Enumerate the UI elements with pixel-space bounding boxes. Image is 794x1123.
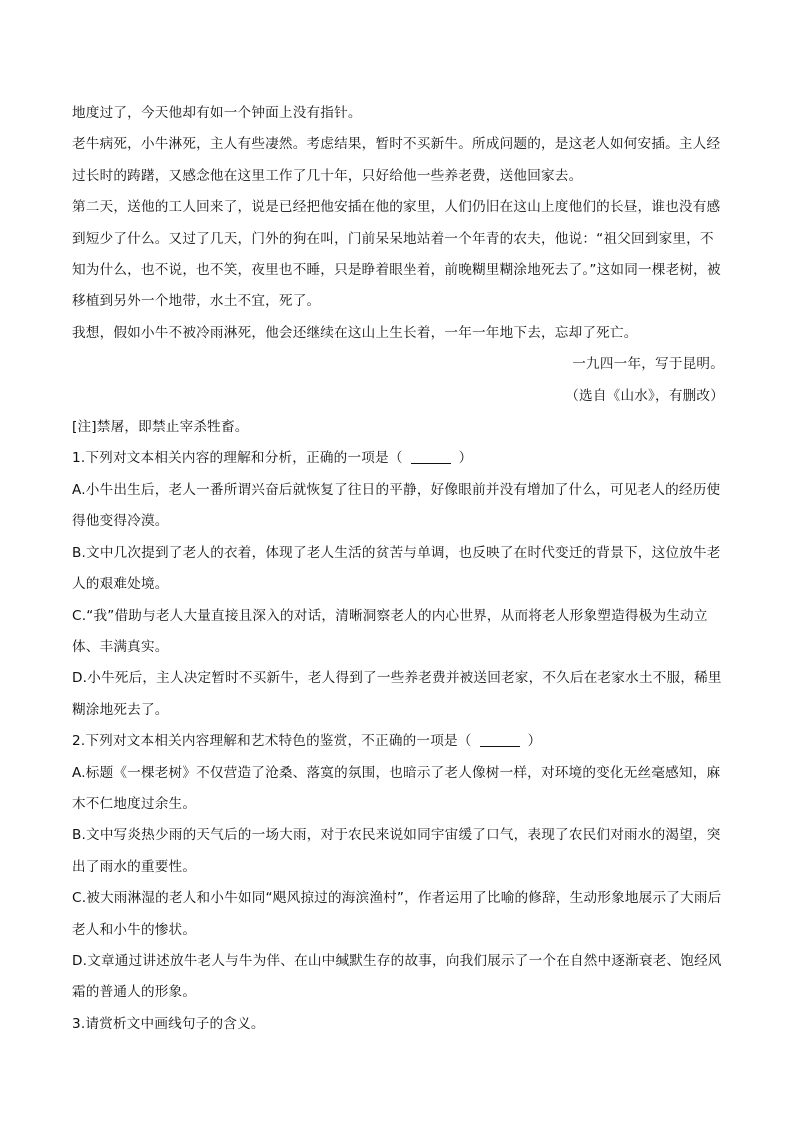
- question-1-option-a: A.小牛出生后，老人一番所谓兴奋后就恢复了往日的平静，好像眼前并没有增加了什么，可见老人的经历使得他变得冷漠。: [72, 481, 721, 530]
- question-3-stem: 3.请赏析文中画线句子的含义。: [72, 1015, 265, 1032]
- passage-paragraph: 我想，假如小牛不被冷雨淋死，他会还继续在这山上生长着，一年一年地下去，忘却了死亡。: [72, 324, 638, 341]
- document-page: [72, 98, 724, 1040]
- answer-blank[interactable]: [480, 732, 520, 747]
- question-1-option-c: C.“我”借助与老人大量直接且深入的对话，清晰洞察老人的内心世界，从而将老人形象塑造得极为生动立体、丰满真实。: [72, 607, 708, 655]
- passage-note: [注]禁屠，即禁止宰杀牲畜。: [72, 419, 249, 436]
- answer-blank[interactable]: [411, 449, 451, 464]
- passage-paragraph: 老牛病死，小牛淋死，主人有些凄然。考虑结果，暂时不买新牛。所成问题的，是这老人如何安插。主人经过长时的踌躇，又感念他在这里工作了几十年，只好给他一些养老费，送他回家去。: [72, 136, 721, 184]
- question-2-option-a: A.标题《一棵老树》不仅营造了沧桑、落寞的氛围，也暗示了老人像树一样，对环境的变化无丝毫感知，麻木不仁地度过余生。: [72, 764, 721, 812]
- question-2-option-b: B.文中写炎热少雨的天气后的一场大雨，对于农民来说如同宇宙缓了口气，表现了农民们对雨水的渴望，突出了雨水的重要性。: [72, 827, 721, 875]
- question-1-text: 1.下列对文本相关内容的理解和分析，正确的一项是（: [72, 450, 403, 467]
- passage-source: （选自《山水》，有删改）: [565, 387, 724, 404]
- question-2-stem: [72, 726, 724, 757]
- passage-signature: 一九四一年，写于昆明。: [572, 356, 724, 373]
- question-2-option-d: D.文章通过讲述放牛老人与牛为伴、在山中缄默生存的故事，向我们展示了一个在自然中逐渐衰老、饱经风霜的普通人的形象。: [72, 952, 722, 1001]
- question-1-option-b: B.文中几次提到了老人的衣着，体现了老人生活的贫苦与单调，也反映了在时代变迁的背景下，这位放牛老人的艰难处境。: [72, 544, 721, 593]
- passage-paragraph: 第二天，送他的工人回来了，说是已经把他安插在他的家里，人们仍旧在这山上度他们的长昼，谁也没有感到短少了什么。又过了几天，门外的狗在叫，门前呆呆地站着一个年青的农夫，他说：“祖父回到家里，不知为什么，也不说，也不笑，夜里也不睡，只是睁着眼坐着，前晚糊里糊涂地死去了。”这如同一棵老树，被移植到另外一个地带，水土不宜，死了。: [72, 199, 721, 310]
- question-1-close: ）: [458, 450, 473, 467]
- question-1-stem: [72, 443, 724, 474]
- question-2-close: ）: [527, 733, 542, 750]
- question-1-option-d: D.小牛死后，主人决定暂时不买新牛，老人得到了一些养老费并被送回老家，不久后在老家水土不服，稀里糊涂地死去了。: [72, 670, 722, 718]
- passage-paragraph: 地度过了，今天他却有如一个钟面上没有指针。: [72, 105, 362, 121]
- question-2-option-c: C.被大雨淋湿的老人和小牛如同“飓风掠过的海滨渔村”，作者运用了比喻的修辞，生动形象地展示了大雨后老人和小牛的惨状。: [72, 890, 722, 938]
- question-2-text: 2.下列对文本相关内容理解和艺术特色的鉴赏，不正确的一项是（: [72, 733, 472, 750]
